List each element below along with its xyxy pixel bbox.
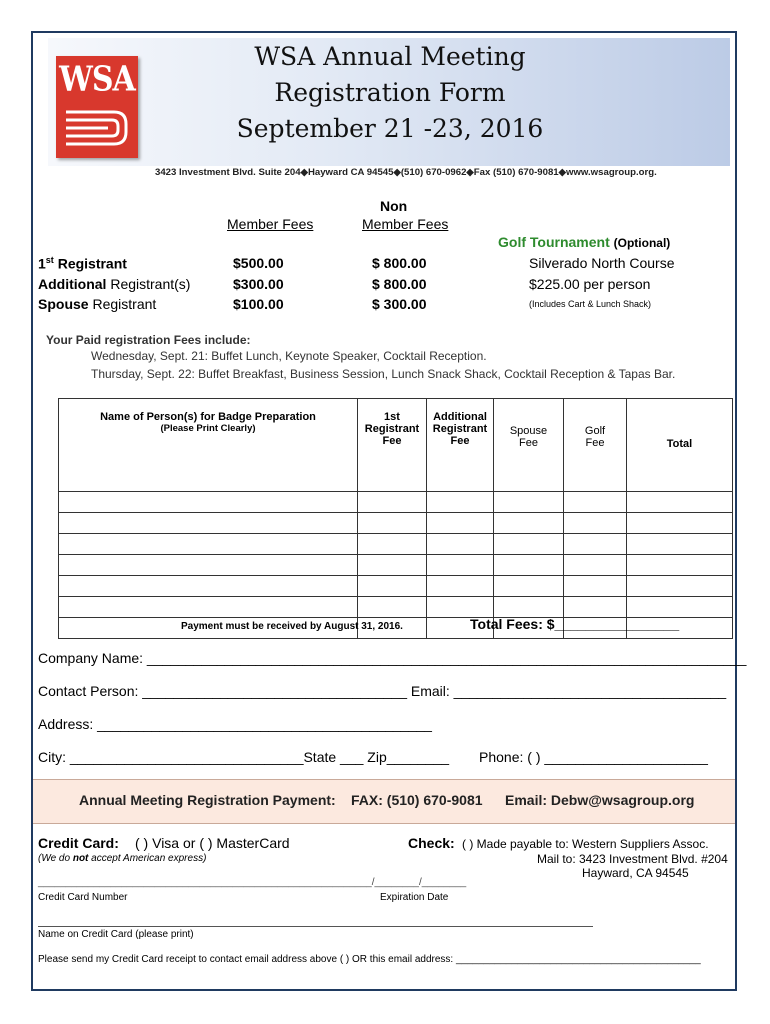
member-fees-header: Member Fees bbox=[227, 216, 314, 232]
table-row[interactable] bbox=[59, 597, 733, 618]
fee-label-additional: Additional Registrant(s) bbox=[38, 276, 191, 292]
non-member-header-1: Non bbox=[380, 198, 408, 214]
table-row[interactable] bbox=[59, 576, 733, 597]
member-fee-first: $500.00 bbox=[233, 255, 284, 271]
fee-label-first: 1st Registrant bbox=[38, 255, 127, 272]
address-line: 3423 Investment Blvd. Suite 204◆Hayward CA 94545◆(510) 670-0962◆Fax (510) 670-9081◆www.wsagroup.org. bbox=[155, 167, 657, 178]
fee-label-spouse: Spouse Registrant bbox=[38, 296, 157, 312]
nonmember-fee-spouse: $ 300.00 bbox=[372, 296, 427, 312]
includes-heading: Your Paid registration Fees include: bbox=[46, 333, 251, 347]
registration-table bbox=[58, 398, 733, 639]
payment-label: Annual Meeting Registration Payment: bbox=[79, 792, 336, 808]
header-first-fee: 1st Registrant Fee bbox=[358, 399, 427, 492]
title-line-3: September 21 -23, 2016 bbox=[236, 114, 544, 143]
check-label: Check: bbox=[408, 835, 455, 851]
logo-pipe-icon bbox=[64, 106, 130, 152]
mail-to-city: Hayward, CA 94545 bbox=[582, 866, 689, 880]
header-total: Total bbox=[627, 399, 733, 492]
payment-fax: FAX: (510) 670-9081 bbox=[351, 792, 483, 808]
header-spouse-fee: Spouse Fee bbox=[494, 399, 564, 492]
table-row[interactable] bbox=[59, 513, 733, 534]
member-fee-additional: $300.00 bbox=[233, 276, 284, 292]
credit-card-label: Credit Card: bbox=[38, 835, 119, 851]
total-fees-field[interactable]: Total Fees: $________________ bbox=[470, 616, 680, 632]
mail-to-address: Mail to: 3423 Investment Blvd. #204 bbox=[537, 852, 728, 866]
card-type-options[interactable]: ( ) Visa or ( ) MasterCard bbox=[135, 835, 290, 851]
table-row[interactable] bbox=[59, 555, 733, 576]
phone-field[interactable]: Phone: ( ) _____________________ bbox=[479, 749, 708, 765]
header-name: Name of Person(s) for Badge Preparation (Please Print Clearly) bbox=[59, 399, 358, 492]
golf-note: (Includes Cart & Lunch Shack) bbox=[529, 299, 652, 309]
no-amex-note: (We do not accept American express) bbox=[38, 853, 207, 864]
nonmember-fee-first: $ 800.00 bbox=[372, 255, 427, 271]
header-additional-fee: Additional Registrant Fee bbox=[427, 399, 494, 492]
header-golf-fee: Golf Fee bbox=[564, 399, 627, 492]
golf-course: Silverado North Course bbox=[529, 255, 675, 271]
address-field[interactable]: Address: ___________________________________________ bbox=[38, 716, 432, 732]
payment-deadline: Payment must be received by August 31, 2016. bbox=[181, 621, 403, 632]
receipt-email-field[interactable]: Please send my Credit Card receipt to contact email address above ( ) OR this email address: ____________________________________________ bbox=[38, 954, 701, 965]
card-number-line[interactable]: ____________________________________________________________/________/________ bbox=[38, 877, 467, 888]
golf-price: $225.00 per person bbox=[529, 276, 651, 292]
city-state-zip-field[interactable]: City: ______________________________State ___ Zip________ bbox=[38, 749, 450, 765]
logo-text: WSA bbox=[59, 59, 135, 100]
wsa-logo bbox=[56, 56, 138, 158]
company-name-field[interactable]: Company Name: _____________________________________________________________________________ bbox=[38, 650, 747, 666]
cardholder-name-label: Name on Credit Card (please print) bbox=[38, 929, 194, 940]
includes-line-1: Wednesday, Sept. 21: Buffet Lunch, Keynote Speaker, Cocktail Reception. bbox=[91, 349, 487, 363]
card-number-label: Credit Card Number bbox=[38, 892, 128, 903]
title-line-2: Registration Form bbox=[274, 78, 506, 107]
check-payable-option[interactable]: ( ) Made payable to: Western Suppliers Assoc. bbox=[462, 837, 709, 851]
non-member-header-2: Member Fees bbox=[362, 216, 449, 232]
nonmember-fee-additional: $ 800.00 bbox=[372, 276, 427, 292]
cardholder-name-line[interactable] bbox=[38, 926, 593, 927]
table-header-row bbox=[59, 399, 733, 492]
golf-header: Golf Tournament (Optional) bbox=[498, 234, 671, 250]
expiration-label: Expiration Date bbox=[380, 892, 449, 903]
table-row[interactable] bbox=[59, 492, 733, 513]
contact-person-email-field[interactable]: Contact Person: __________________________________ Email: ___________________________________ bbox=[38, 683, 727, 699]
payment-email: Email: Debw@wsagroup.org bbox=[505, 792, 695, 808]
title-line-1: WSA Annual Meeting bbox=[254, 42, 526, 71]
member-fee-spouse: $100.00 bbox=[233, 296, 284, 312]
table-row[interactable] bbox=[59, 534, 733, 555]
includes-line-2: Thursday, Sept. 22: Buffet Breakfast, Business Session, Lunch Snack Shack, Cocktail Reception & Tapas Bar. bbox=[91, 367, 676, 381]
